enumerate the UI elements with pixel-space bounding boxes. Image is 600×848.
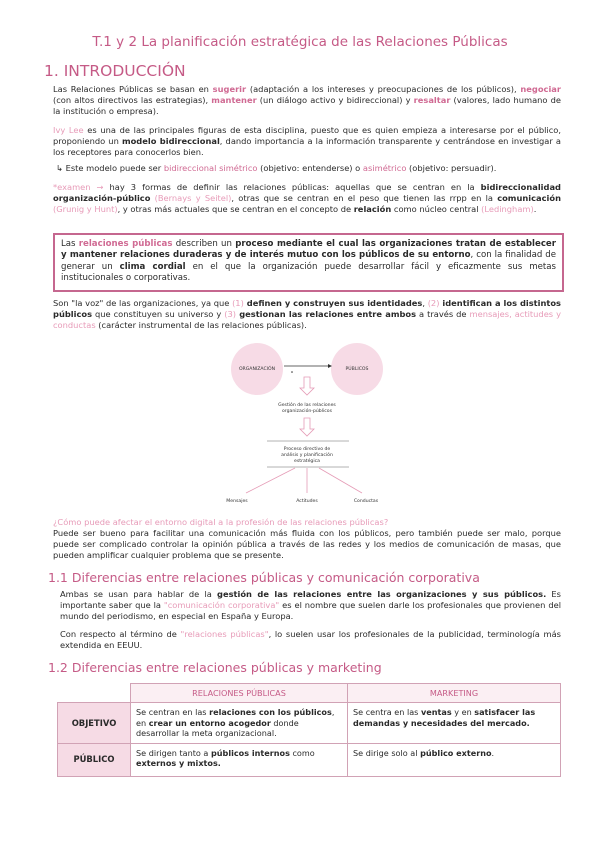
section-heading-1-1: 1.1 Diferencias entre relaciones públicas y comunicación corporativa [48, 570, 480, 585]
rrpp-process-diagram [0, 338, 600, 513]
table-header-row [58, 684, 561, 703]
definition-box [53, 233, 564, 292]
section-heading-introduccion: 1. INTRODUCCIÓN [44, 62, 186, 80]
down-arrow-2 [300, 418, 314, 436]
paragraph-voz: Son "la voz" de las organizaciones, ya que (1) definen y construyen sus identidades, (2) identifican a los distintos públicos que constituyen su universo y (3) gestionan las relaciones entre ambos a través de mensajes, actitudes y conductas (carácter instrumental de las relaciones públicas). [53, 298, 562, 331]
paragraph-intro: Las Relaciones Públicas se basan en sugerir (adaptación a los intereses y preocupaciones de los públicos), negociar (con altos directivos las estrategias), mantener (un diálogo activo y bidireccional) y resaltar (valores, lado humano de la institución o empresa). [53, 84, 561, 117]
paragraph-terminologia: Con respecto al término de "relaciones públicas", lo suelen usar los profesionales de la publicidad, terminología más extendida en EEUU. [60, 629, 561, 651]
out-actitudes: Actitudes [296, 499, 318, 504]
paragraph-ivy-lee: Ivy Lee es una de las principales figuras de esta disciplina, puesto que es quien empieza a interesarse por el público, proponiendo un modelo bidireccional, dando importancia a la información transparente y centrándose en investigar a los receptores para conocerlos bien. [53, 125, 562, 158]
down-arrow-1 [300, 377, 314, 395]
comparison-table [57, 683, 561, 777]
proceso-line-1: Proceso directivo de [283, 447, 331, 452]
paragraph-digital: Puede ser bueno para facilitar una comunicación más fluida con los públicos, pero también puede ser malo, porque puede ser complicado controlar la opinión pública a través de las redes y los medios de comunicación de masas, que pueden amplificar cualquier problema que se presente. [53, 528, 561, 561]
proceso-line-2: análisis y planificación [281, 453, 333, 458]
table-corner [58, 684, 131, 703]
organizacion-label: ORGANIZACIÓN [238, 367, 276, 372]
out-conductas: Conductas [353, 499, 379, 504]
table-row [58, 703, 561, 743]
col-header-marketing: MARKETING [348, 684, 561, 703]
paragraph-corporativa: Ambas se usan para hablar de la gestión de las relaciones entre las organizaciones y sus públicos. Es importante saber que la "comunicación corporativa" es el nombre que suelen darle los profesionales que provienen del mundo del periodismo, en especial en España y Europa. [60, 589, 561, 622]
cell-objetivo-rrpp: Se centran en las relaciones con los públicos, en crear un entorno acogedor donde desarrollar la meta organizacional. [131, 703, 348, 743]
branch-left [246, 468, 295, 493]
publicos-label: PÚBLICOS [345, 367, 369, 372]
row-header-publico: PÚBLICO [58, 743, 131, 776]
cell-publico-marketing: Se dirige solo al público externo. [348, 743, 561, 776]
table-row [58, 743, 561, 776]
page-title: T.1 y 2 La planificación estratégica de las Relaciones Públicas [92, 34, 508, 50]
gestion-line-2: organización-públicos [282, 409, 332, 414]
arrow-dot [291, 371, 293, 373]
definition-text: Las relaciones públicas describen un proceso mediante el cual las organizaciones tratan de establecer y mantener relaciones duraderas y de interés mutuo con los públicos de su entorno, con la finalidad de generar un clima cordial en el que la organización puede desarrollar fácil y eficazmente sus metas institucionales o corporativas. [61, 239, 556, 284]
proceso-line-3: estratégica [294, 459, 320, 464]
row-header-objetivo: OBJETIVO [58, 703, 131, 743]
branch-right [319, 468, 362, 493]
paragraph-modelo: ↳ Este modelo puede ser bidireccional simétrico (objetivo: entenderse) o asimétrico (objetivo: persuadir). [56, 163, 497, 173]
col-header-rrpp: RELACIONES PÚBLICAS [131, 684, 348, 703]
section-heading-1-2: 1.2 Diferencias entre relaciones públicas y marketing [48, 660, 382, 675]
cell-objetivo-marketing: Se centra en las ventas y en satisfacer las demandas y necesidades del mercado. [348, 703, 561, 743]
question-digital: ¿Cómo puede afectar el entorno digital a la profesión de las relaciones públicas? [53, 517, 389, 527]
gestion-line-1: Gestión de las relaciones [278, 403, 336, 408]
cell-publico-rrpp: Se dirigen tanto a públicos internos como externos y mixtos. [131, 743, 348, 776]
paragraph-examen: *examen → hay 3 formas de definir las relaciones públicas: aquellas que se centran en la bidireccionalidad organización-público (Bernays y Seitel), otras que se centran en el peso que tienen las rrpp en la comunicación (Grunig y Hunt), y otras más actuales que se centran en el concepto de relación como núcleo central (Ledingham). [53, 182, 561, 215]
out-mensajes: Mensajes [226, 499, 248, 504]
